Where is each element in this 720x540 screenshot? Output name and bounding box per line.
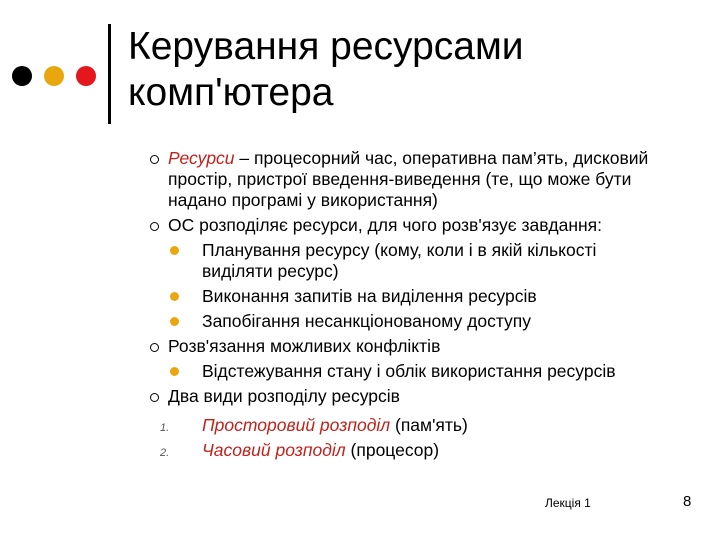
sub-bullet-text: Відстежування стану і облік використання ресурсів — [202, 361, 616, 381]
resources-definition: – процесорний час, оперативна пам’ять, дисковий простір, пристрої введення-виведення (те, що може бути надано програмі у використання) — [168, 148, 649, 210]
red-dot-icon — [76, 66, 96, 86]
bullet-resources — [0, 148, 668, 211]
black-dot-icon — [12, 66, 32, 86]
sub-bullet-text: Запобігання несанкціонованому доступу — [202, 311, 532, 331]
bullet-two-types — [0, 386, 668, 407]
list-number: 1. — [160, 422, 170, 434]
bullet-conflicts-text: Розв'язання можливих конфліктів — [168, 336, 441, 356]
sub-bullet-text: Виконання запитів на виділення ресурсів — [202, 286, 537, 306]
numbered-item-spatial — [0, 415, 662, 436]
sub-bullet-requests — [0, 286, 662, 307]
ring-bullet-icon — [150, 155, 159, 164]
slide-title — [128, 24, 698, 116]
sub-bullet-text: Планування ресурсу (кому, коли і в якій кількості виділяти ресурс) — [202, 240, 597, 281]
footer-lecture-label: Лекція 1 — [545, 496, 591, 510]
slide-title-line-2: комп'ютера — [128, 71, 334, 114]
term-resources: Ресурси — [168, 148, 235, 168]
numbered-item-temporal — [0, 440, 662, 461]
ring-bullet-icon — [150, 343, 159, 352]
list-number: 2. — [160, 447, 170, 459]
title-divider — [108, 24, 111, 124]
term-temporal: Часовий розподіл — [202, 440, 346, 460]
sub-bullet-tracking — [0, 361, 662, 382]
temporal-note: (процесор) — [345, 440, 440, 460]
bullet-conflicts — [0, 336, 668, 357]
orange-dot-icon — [44, 66, 64, 86]
decorative-dots — [12, 66, 96, 86]
slide-content — [0, 148, 720, 461]
filled-bullet-icon — [170, 367, 179, 376]
ring-bullet-icon — [150, 393, 159, 402]
sub-bullet-access — [0, 311, 662, 332]
filled-bullet-icon — [170, 292, 179, 301]
spatial-note: (пам'ять) — [390, 415, 468, 435]
term-spatial: Просторовий розподіл — [202, 415, 391, 435]
ring-bullet-icon — [150, 222, 159, 231]
slide-title-line-1: Керування ресурсами — [128, 25, 524, 68]
filled-bullet-icon — [170, 246, 179, 255]
filled-bullet-icon — [170, 317, 179, 326]
page-number: 8 — [683, 493, 692, 510]
sub-bullet-planning — [0, 240, 662, 282]
bullet-os-allocates-text: ОС розподіляє ресурси, для чого розв'язує завдання: — [168, 215, 603, 235]
bullet-two-types-text: Два види розподілу ресурсів — [168, 386, 400, 406]
bullet-os-allocates — [0, 215, 668, 236]
